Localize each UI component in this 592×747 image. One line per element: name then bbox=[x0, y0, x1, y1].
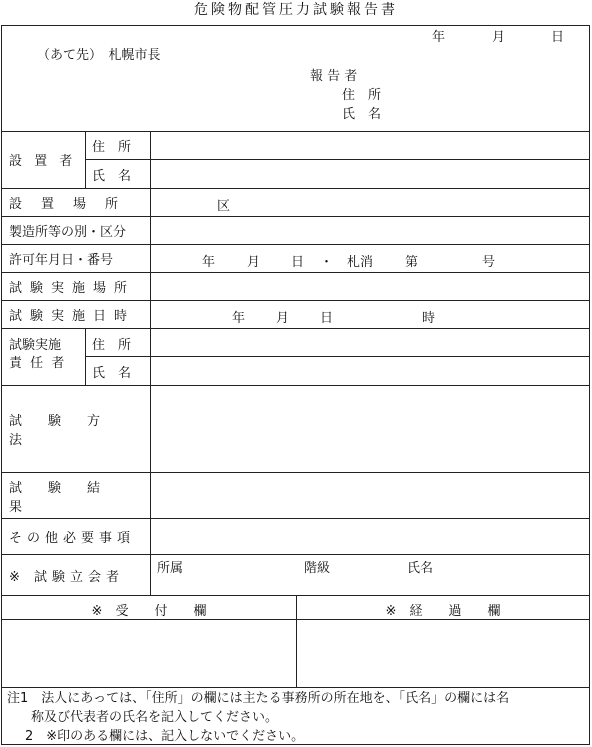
reporter-address-label: 住 所 bbox=[342, 88, 382, 103]
installer-row bbox=[2, 131, 589, 189]
progress-label: ※ 経 過 欄 bbox=[385, 604, 501, 619]
note-1-line-1: 注1 法人にあっては、「住所」の欄には主たる事務所の所在地を、「氏名」の欄には名 bbox=[7, 691, 510, 706]
responsible-row bbox=[2, 329, 589, 386]
test-datetime-label: 試験実施日時 bbox=[2, 301, 151, 328]
test-hour: 時 bbox=[422, 311, 436, 326]
witness-affiliation: 所属 bbox=[157, 561, 184, 576]
responsible-name-field[interactable] bbox=[157, 361, 582, 381]
other-row bbox=[2, 519, 589, 555]
location-label: 設置場所 bbox=[2, 189, 151, 216]
facility-type-row bbox=[2, 217, 589, 245]
result-row bbox=[2, 473, 589, 519]
other-field[interactable] bbox=[157, 525, 582, 549]
test-place-label: 試験実施場所 bbox=[2, 273, 151, 300]
location-ward: 区 bbox=[217, 199, 231, 214]
responsible-address-field[interactable] bbox=[157, 333, 582, 353]
installer-name-field[interactable] bbox=[157, 164, 582, 184]
result-field[interactable] bbox=[157, 478, 582, 514]
reception-box bbox=[6, 624, 292, 684]
addressee: （あて先） 札幌市長 bbox=[37, 48, 161, 63]
location-row bbox=[2, 189, 589, 217]
header-year: 年 bbox=[432, 30, 446, 45]
permit-month: 月 bbox=[247, 255, 261, 270]
witness-label: ※ 試験立会者 bbox=[2, 555, 151, 595]
responsible-divider bbox=[85, 356, 589, 357]
header-block bbox=[2, 26, 589, 132]
reporter-label: 報 告 者 bbox=[310, 69, 358, 84]
permit-label: 許可年月日・番号 bbox=[2, 245, 151, 272]
responsible-label: 試験実施 責 任 者 bbox=[9, 338, 67, 371]
reporter-name-label: 氏 名 bbox=[342, 107, 382, 122]
witness-row bbox=[2, 555, 589, 596]
installer-name-label: 氏 名 bbox=[85, 160, 151, 188]
method-row bbox=[2, 386, 589, 473]
permit-row bbox=[2, 245, 589, 273]
reception-label: ※ 受 付 欄 bbox=[91, 604, 207, 619]
permit-dot: ・ bbox=[320, 255, 334, 270]
installer-label: 設 置 者 bbox=[9, 154, 77, 169]
installer-address-label: 住 所 bbox=[85, 131, 151, 160]
form-title: 危険物配管圧力試験報告書 bbox=[194, 2, 398, 18]
test-place-row bbox=[2, 273, 589, 301]
note-2: 2 ※印のある欄には、記入しないでください。 bbox=[25, 729, 305, 744]
test-place-field[interactable] bbox=[157, 277, 582, 297]
note-1-line-2: 称及び代表者の氏名を記入してください。 bbox=[31, 710, 279, 725]
stamp-divider bbox=[296, 596, 297, 688]
permit-year: 年 bbox=[202, 255, 216, 270]
test-day: 日 bbox=[320, 311, 334, 326]
result-label: 試験結果 bbox=[2, 473, 151, 518]
responsible-address-label: 住 所 bbox=[85, 329, 151, 357]
other-label: その他必要事項 bbox=[2, 519, 151, 554]
progress-box bbox=[301, 624, 585, 684]
header-day: 日 bbox=[551, 30, 565, 45]
test-datetime-row bbox=[2, 301, 589, 329]
permit-number-suffix: 号 bbox=[482, 255, 496, 270]
responsible-name-label: 氏 名 bbox=[85, 357, 151, 385]
method-label: 試験方法 bbox=[2, 386, 151, 472]
permit-day: 日 bbox=[291, 255, 305, 270]
facility-type-label: 製造所等の別・区分 bbox=[2, 217, 151, 244]
installer-divider bbox=[85, 159, 589, 160]
method-field[interactable] bbox=[157, 391, 582, 467]
test-year: 年 bbox=[232, 311, 246, 326]
test-month: 月 bbox=[276, 311, 290, 326]
report-form bbox=[1, 25, 590, 745]
facility-type-field[interactable] bbox=[157, 221, 582, 241]
installer-address-field[interactable] bbox=[157, 136, 582, 156]
permit-prefix: 札消 bbox=[347, 255, 374, 270]
header-month: 月 bbox=[492, 30, 506, 45]
permit-number-prefix: 第 bbox=[405, 255, 419, 270]
witness-rank: 階級 bbox=[304, 561, 331, 576]
witness-name: 氏名 bbox=[407, 561, 434, 576]
